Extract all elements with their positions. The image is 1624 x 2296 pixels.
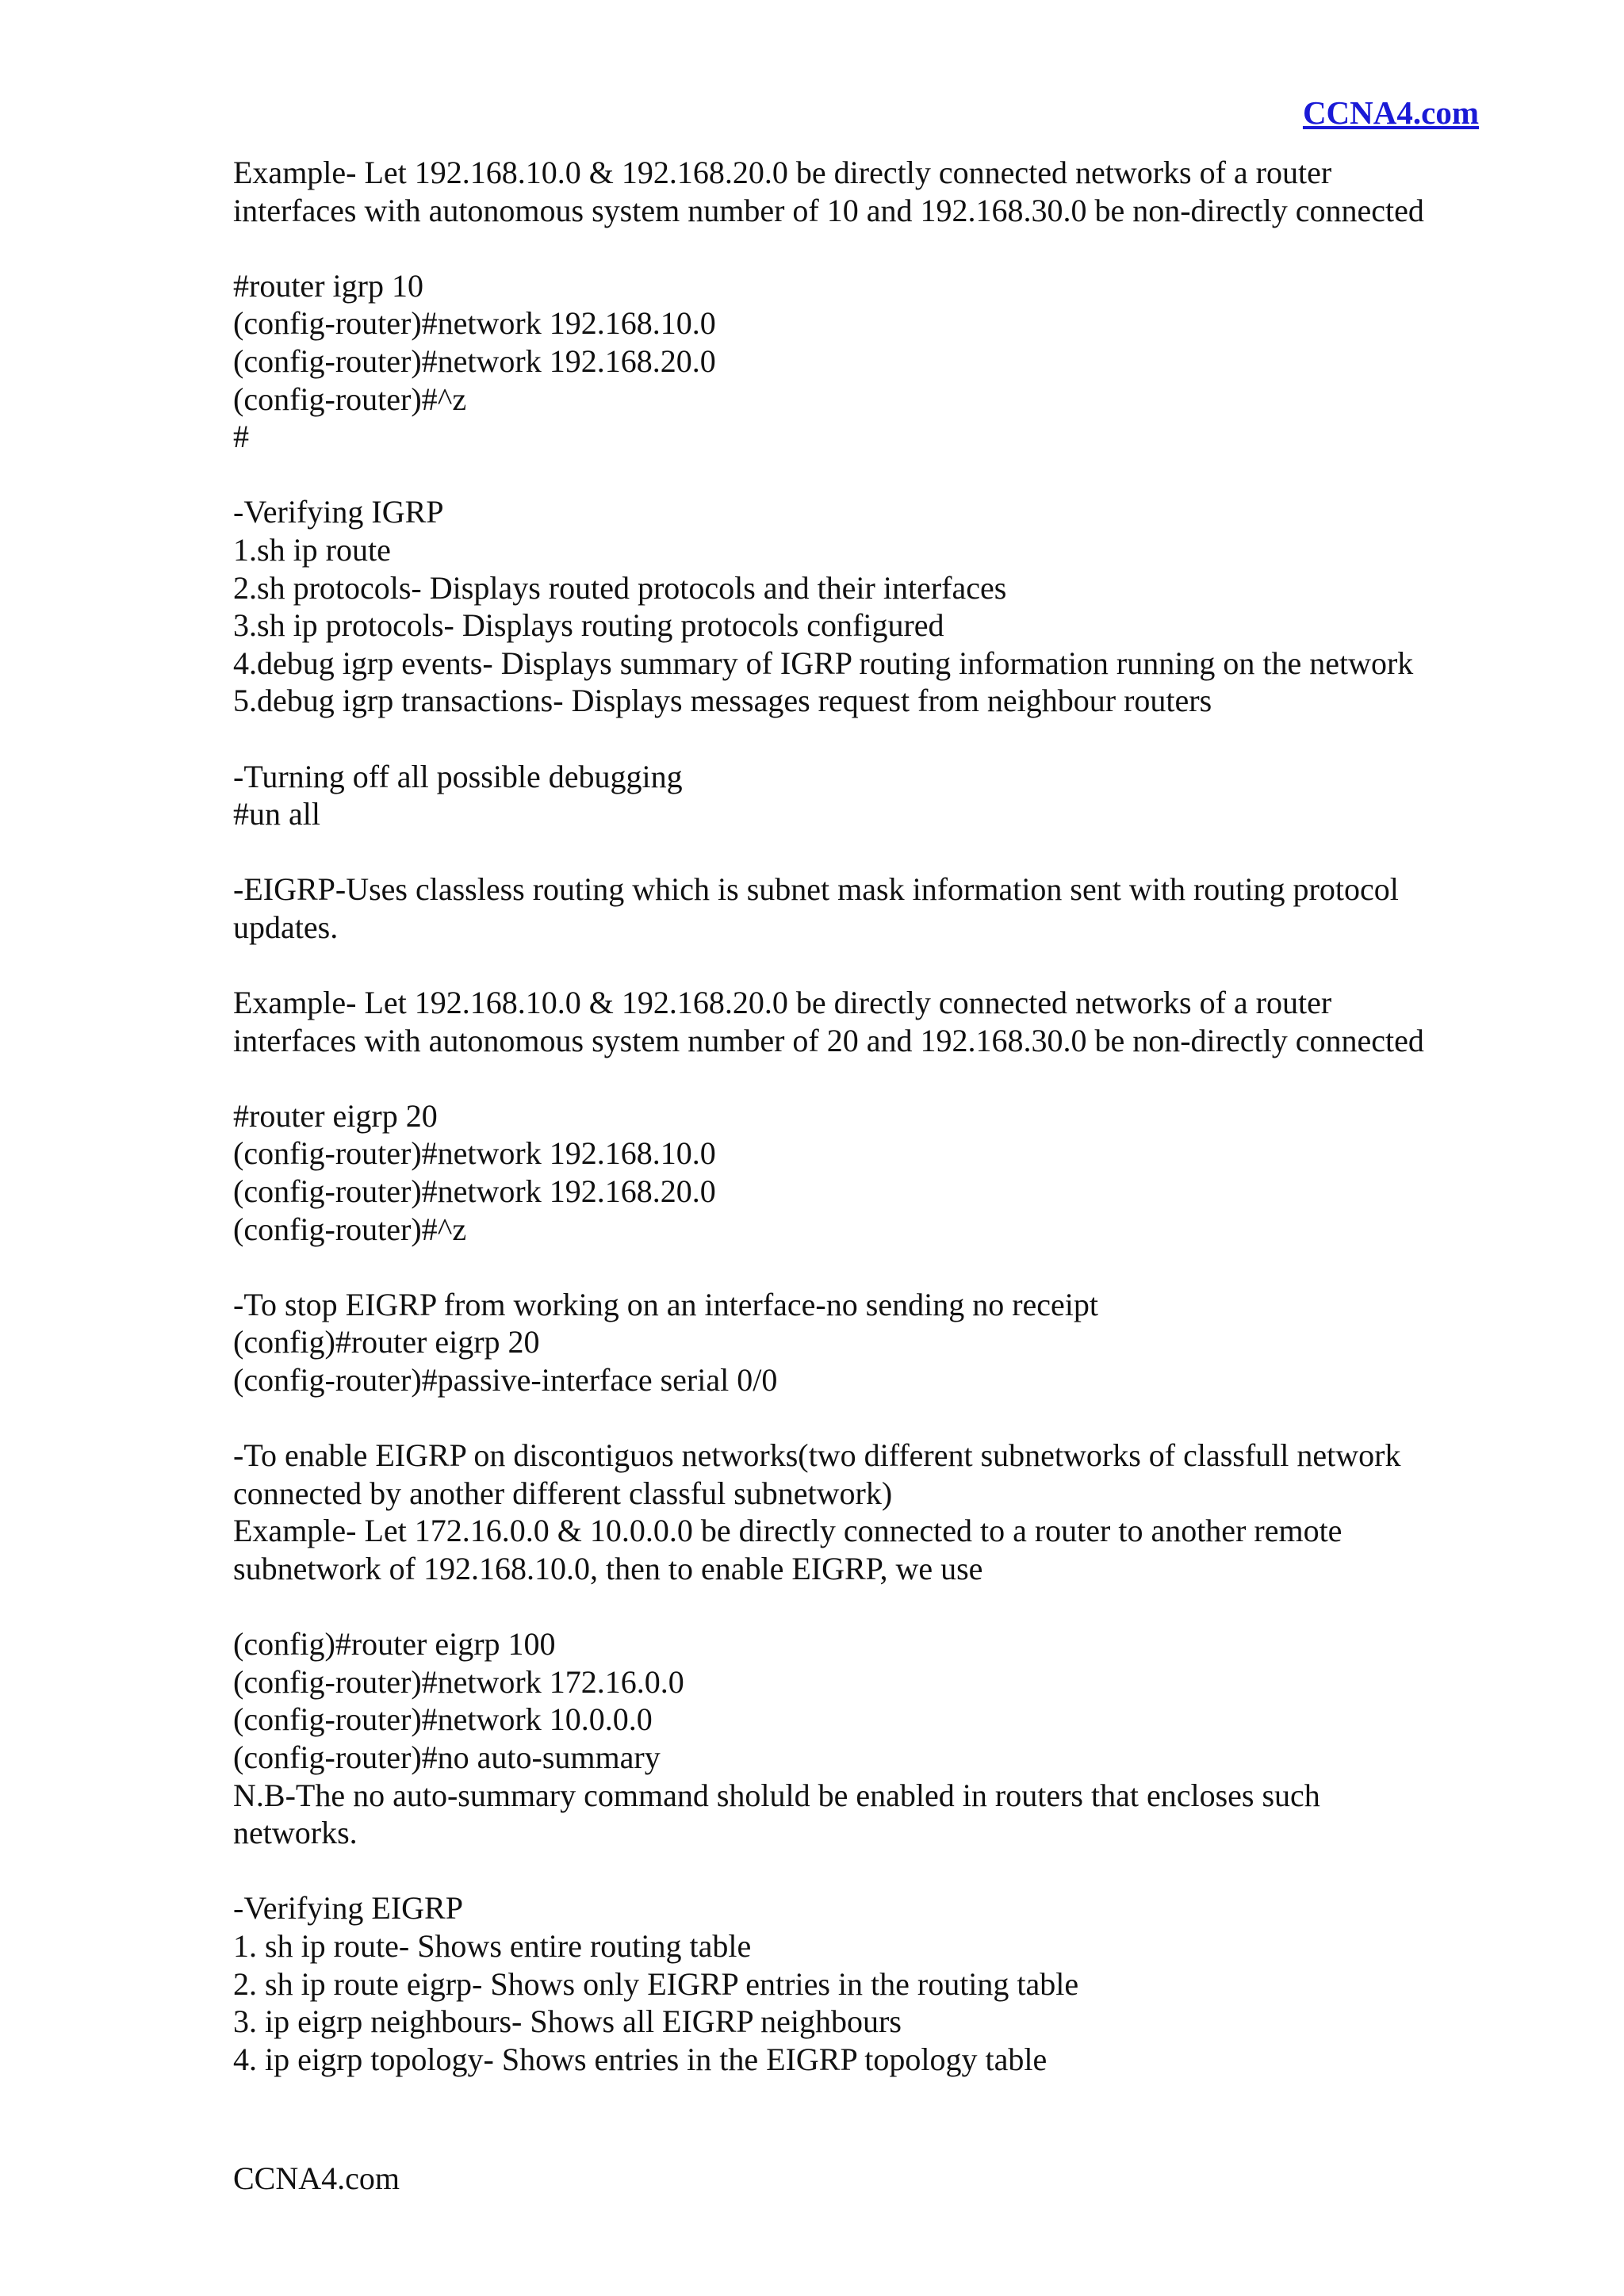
- text-line: Example- Let 172.16.0.0 & 10.0.0.0 be directly connected to a router to another remote: [233, 1513, 1342, 1549]
- text-line: 1.sh ip route: [233, 531, 391, 568]
- text-line: (config)#router eigrp 100: [233, 1626, 556, 1663]
- text-line: (config-router)#network 10.0.0.0: [233, 1701, 653, 1738]
- text-line: (config-router)#passive-interface serial 0/0: [233, 1362, 778, 1398]
- paragraph-gap: [233, 1852, 1502, 1890]
- text-line: networks.: [233, 1815, 358, 1851]
- paragraph-gap: [233, 946, 1502, 984]
- text-line: -Verifying IGRP: [233, 494, 444, 530]
- text-line: 3. ip eigrp neighbours- Shows all EIGRP neighbours: [233, 2003, 902, 2040]
- paragraph-gap: [233, 229, 1502, 267]
- text-line: -EIGRP-Uses classless routing which is subnet mask information sent with routing protocol: [233, 871, 1399, 908]
- site-link[interactable]: CCNA4.com: [1302, 94, 1479, 131]
- text-line: interfaces with autonomous system number of 10 and 192.168.30.0 be non-directly connected: [233, 192, 1424, 228]
- text-line: (config)#router eigrp 20: [233, 1324, 540, 1360]
- text-line: -To stop EIGRP from working on an interface-no sending no receipt: [233, 1286, 1098, 1322]
- paragraph-gap: [233, 720, 1502, 758]
- text-line: 4. ip eigrp topology- Shows entries in the EIGRP topology table: [233, 2041, 1048, 2077]
- text-line: -Verifying EIGRP: [233, 1890, 463, 1927]
- text-line: Example- Let 192.168.10.0 & 192.168.20.0 be directly connected networks of a router: [233, 155, 1332, 190]
- text-line: 5.debug igrp transactions- Displays messages request from neighbour routers: [233, 683, 1212, 719]
- text-line: (config-router)#network 192.168.20.0: [233, 1173, 716, 1210]
- text-line: 2.sh protocols- Displays routed protocols and their interfaces: [233, 569, 1007, 606]
- text-line: updates.: [233, 909, 339, 945]
- text-line: (config-router)#^z: [233, 381, 467, 417]
- text-line: (config-router)#network 192.168.10.0: [233, 305, 716, 342]
- text-line: #router eigrp 20: [233, 1097, 438, 1134]
- text-line: 1. sh ip route- Shows entire routing table: [233, 1927, 752, 1964]
- text-line: 4.debug igrp events- Displays summary of IGRP routing information running on the network: [233, 645, 1414, 681]
- text-line: interfaces with autonomous system number of 20 and 192.168.30.0 be non-directly connected: [233, 1022, 1424, 1058]
- text-line: (config-router)#no auto-summary: [233, 1739, 661, 1775]
- text-line: 3.sh ip protocols- Displays routing protocols configured: [233, 607, 944, 644]
- text-line: (config-router)#network 172.16.0.0: [233, 1663, 684, 1700]
- paragraph-gap: [233, 1399, 1502, 1437]
- text-line: Example- Let 192.168.10.0 & 192.168.20.0 be directly connected networks of a router: [233, 985, 1332, 1021]
- text-line: #router igrp 10: [233, 267, 423, 304]
- text-line: (config-router)#^z: [233, 1211, 467, 1247]
- text-line: (config-router)#network 192.168.10.0: [233, 1135, 716, 1172]
- text-line: -To enable EIGRP on discontiguos networks(two different subnetworks of classfull network: [233, 1437, 1401, 1474]
- paragraph-gap: [233, 833, 1502, 871]
- page-footer: CCNA4.com: [233, 2160, 400, 2196]
- text-line: 2. sh ip route eigrp- Shows only EIGRP entries in the routing table: [233, 1965, 1079, 2002]
- paragraph-gap: [233, 1059, 1502, 1097]
- text-line: (config-router)#network 192.168.20.0: [233, 342, 716, 379]
- text-line: -Turning off all possible debugging: [233, 758, 683, 794]
- document-body: [233, 154, 1502, 2078]
- paragraph-gap: [233, 1588, 1502, 1626]
- paragraph-gap: [233, 1248, 1502, 1286]
- text-line: subnetwork of 192.168.10.0, then to enable EIGRP, we use: [233, 1550, 983, 1586]
- text-line: connected by another different classful subnetwork): [233, 1475, 893, 1511]
- paragraph-gap: [233, 456, 1502, 494]
- text-line: N.B-The no auto-summary command sholuld be enabled in routers that encloses such: [233, 1777, 1320, 1813]
- text-line: #: [233, 419, 249, 455]
- text-line: #un all: [233, 796, 320, 832]
